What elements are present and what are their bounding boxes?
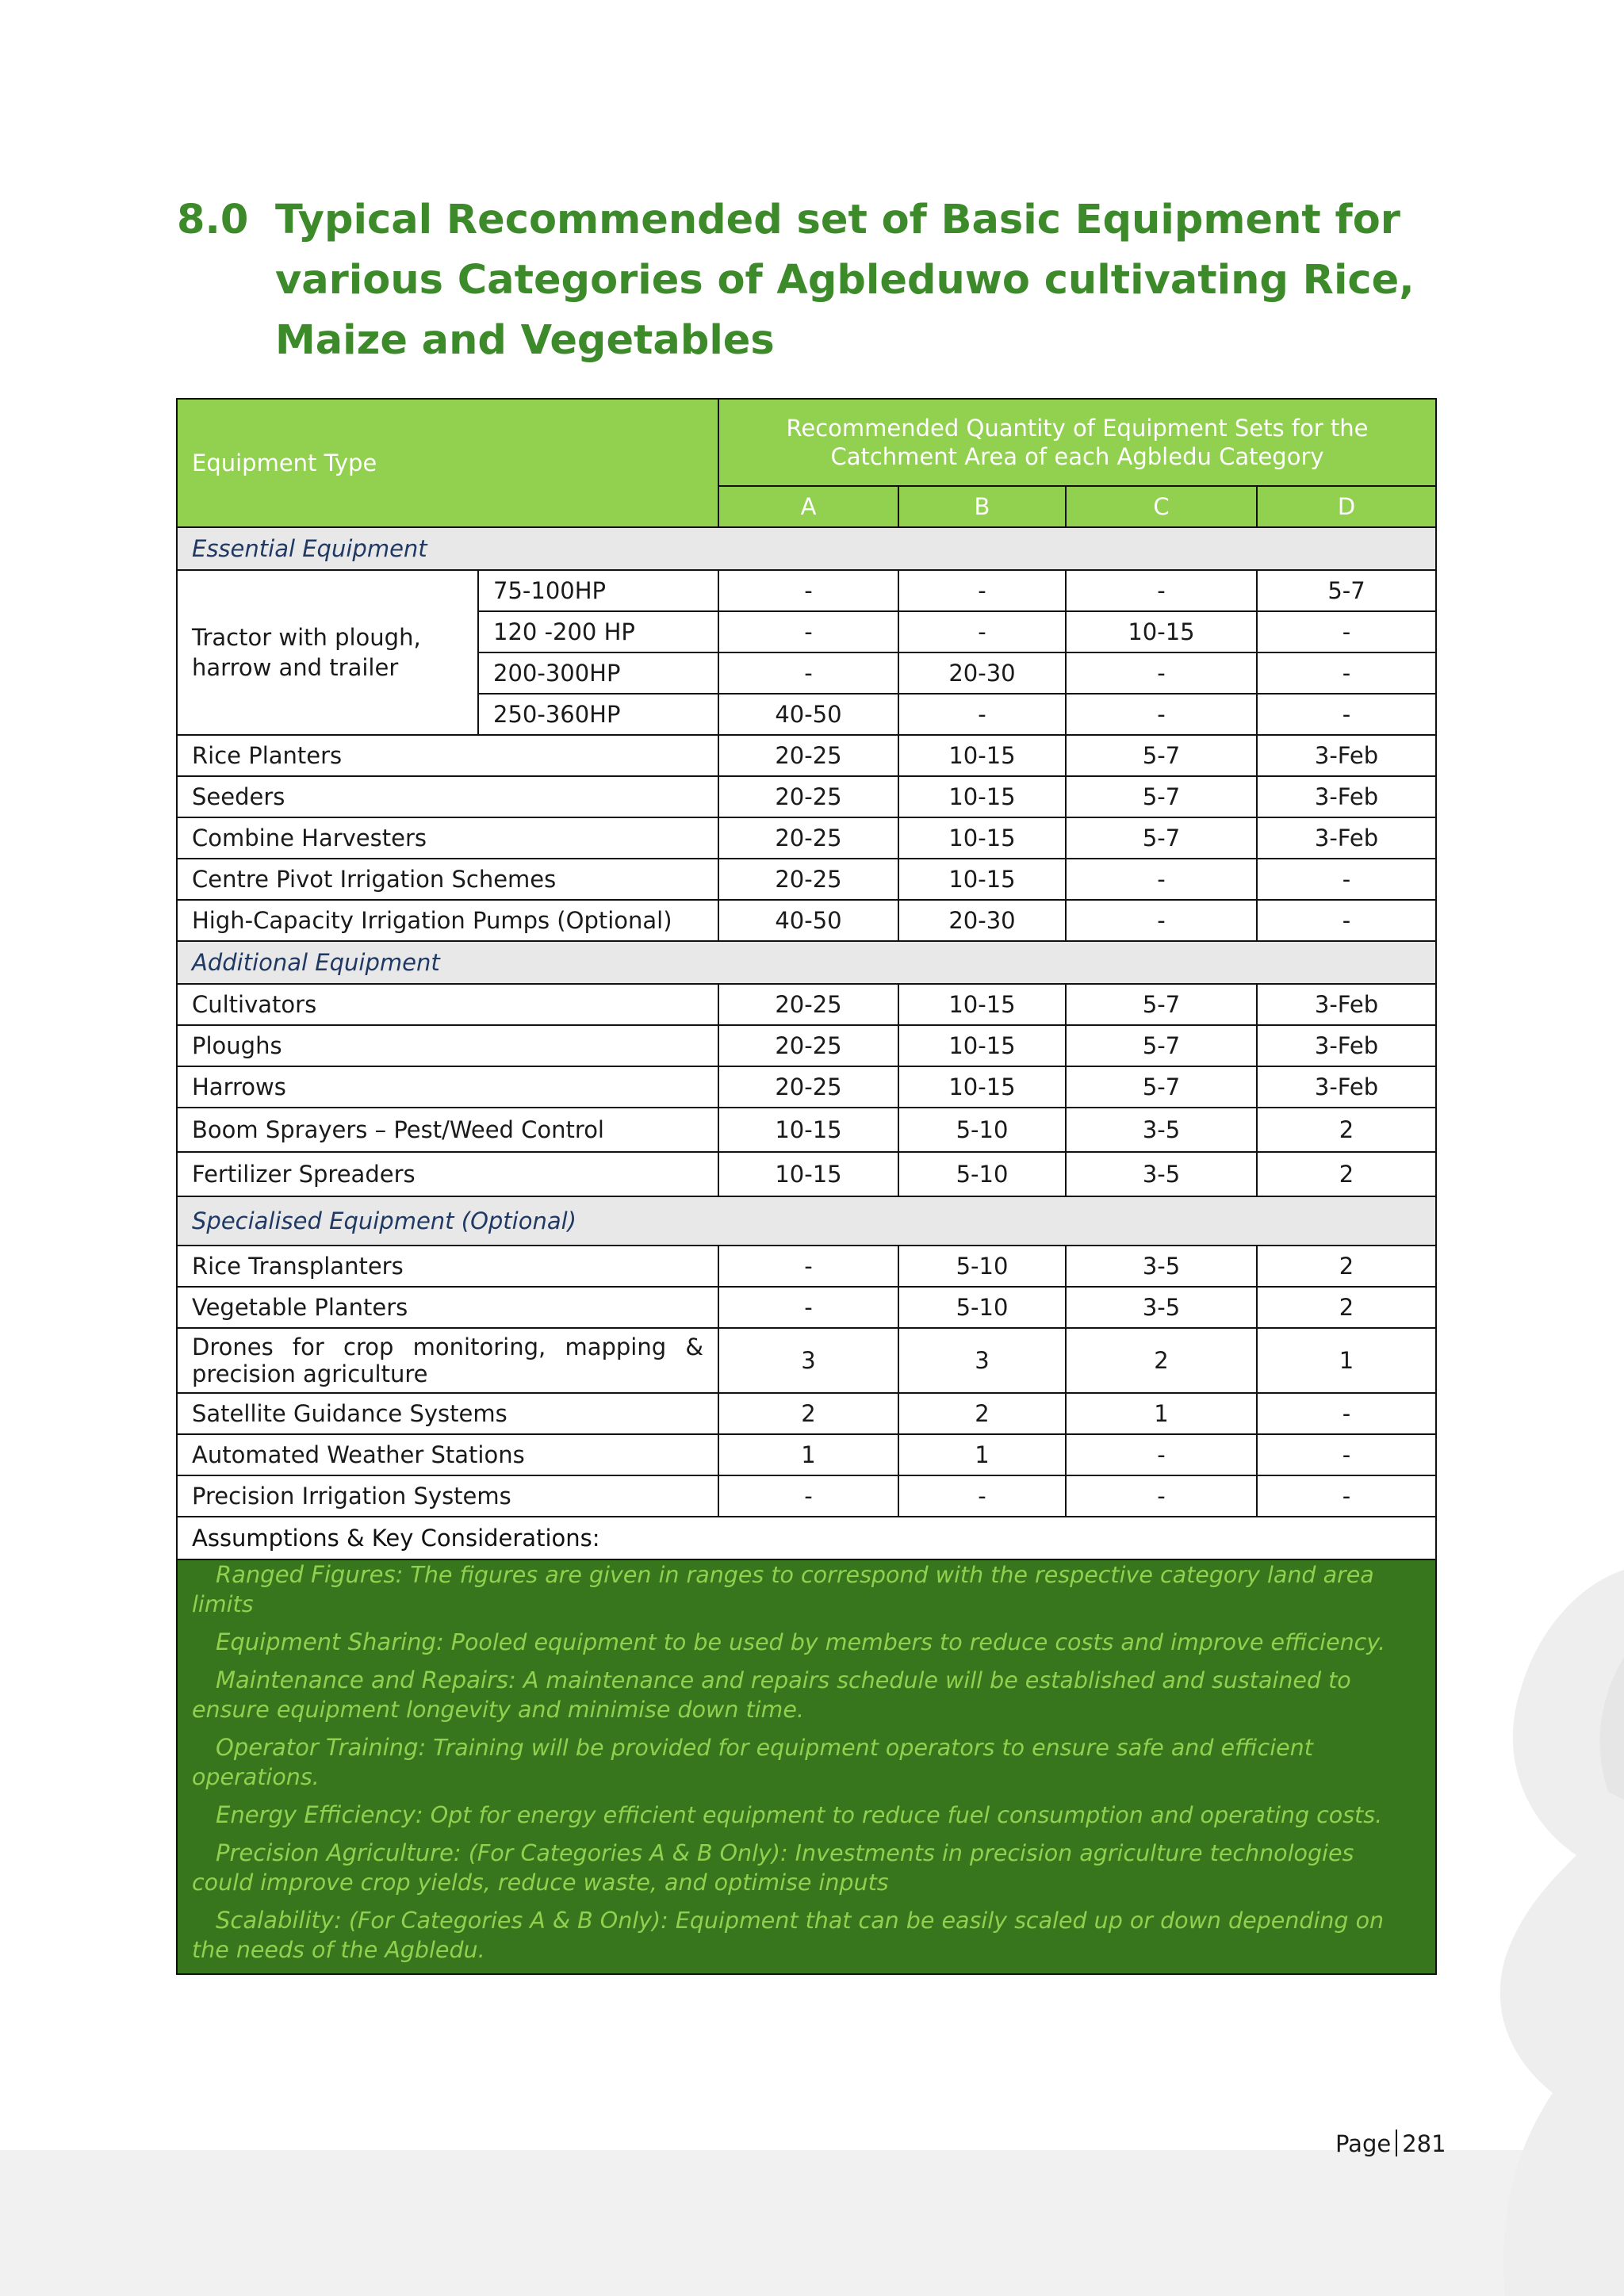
- assumptions-body: [177, 1559, 1436, 1974]
- tractor-hp: 75-100HP: [478, 570, 718, 611]
- assumption-text: A maintenance and repairs schedule will be established and sustained to ensure equipment longevity and minimise down time.: [192, 1667, 1351, 1723]
- section-heading: [177, 190, 1477, 371]
- header-equipment-type: Equipment Type: [177, 399, 718, 527]
- cell-a: 20-25: [718, 776, 898, 817]
- cell-b: 10-15: [898, 1066, 1066, 1108]
- section-title: Additional Equipment: [177, 941, 1436, 984]
- assumption-label: Scalability:: [216, 1907, 342, 1934]
- cell-d: 5-7: [1257, 570, 1436, 611]
- cell-a: -: [718, 1246, 898, 1287]
- cell-a: 20-25: [718, 984, 898, 1025]
- cell-d: 3-Feb: [1257, 1025, 1436, 1066]
- cell-a: -: [718, 1287, 898, 1328]
- assumption-item: [192, 1800, 1421, 1830]
- cell-a: -: [718, 611, 898, 652]
- section-title: Essential Equipment: [177, 527, 1436, 570]
- assumption-item: [192, 1560, 1421, 1619]
- cell-a: -: [718, 1475, 898, 1517]
- page-number: 281: [1402, 2130, 1446, 2157]
- cell-c: 3-5: [1066, 1246, 1257, 1287]
- header-recommended-quantity: Recommended Quantity of Equipment Sets for the Catchment Area of each Agbledu Category: [718, 399, 1436, 486]
- cell-a: -: [718, 570, 898, 611]
- cell-c: 5-7: [1066, 776, 1257, 817]
- tractor-hp: 120 -200 HP: [478, 611, 718, 652]
- cell-b: 5-10: [898, 1287, 1066, 1328]
- cell-d: 3-Feb: [1257, 984, 1436, 1025]
- assumption-text: (For Categories A & B Only): Equipment that can be easily scaled up or down depending on the needs of the Agbledu.: [192, 1908, 1385, 1963]
- cell-d: -: [1257, 652, 1436, 694]
- cell-c: 2: [1066, 1328, 1257, 1393]
- table-row: [177, 570, 1436, 611]
- table-row: [177, 1475, 1436, 1517]
- cell-d: -: [1257, 859, 1436, 900]
- equipment-name: Precision Irrigation Systems: [177, 1475, 718, 1517]
- cell-b: 5-10: [898, 1108, 1066, 1152]
- cell-d: -: [1257, 611, 1436, 652]
- cell-d: -: [1257, 900, 1436, 941]
- cell-c: 3-5: [1066, 1108, 1257, 1152]
- cell-b: -: [898, 1475, 1066, 1517]
- cell-a: 40-50: [718, 694, 898, 735]
- cell-b: 5-10: [898, 1246, 1066, 1287]
- cell-a: 2: [718, 1393, 898, 1434]
- cell-a: -: [718, 652, 898, 694]
- heading-title: Typical Recommended set of Basic Equipment for various Categories of Agbleduwo cultivating Rice, Maize and Vegetables: [275, 197, 1415, 364]
- assumption-item: [192, 1906, 1421, 1965]
- table-row: [177, 817, 1436, 859]
- cell-b: -: [898, 570, 1066, 611]
- page-separator: [1396, 2130, 1397, 2156]
- table-row: [177, 1066, 1436, 1108]
- cell-c: 5-7: [1066, 984, 1257, 1025]
- cell-b: 10-15: [898, 735, 1066, 776]
- cell-a: 20-25: [718, 735, 898, 776]
- cell-c: -: [1066, 859, 1257, 900]
- cell-b: -: [898, 611, 1066, 652]
- cell-d: -: [1257, 1434, 1436, 1475]
- assumption-label: Precision Agriculture:: [216, 1839, 462, 1866]
- table-row: [177, 859, 1436, 900]
- cell-c: 1: [1066, 1393, 1257, 1434]
- table-row: [177, 1152, 1436, 1196]
- assumptions-title-row: [177, 1517, 1436, 1559]
- header-category-a: A: [718, 486, 898, 527]
- tractor-hp: 200-300HP: [478, 652, 718, 694]
- page-footer: [1335, 2130, 1446, 2157]
- equipment-name: Seeders: [177, 776, 718, 817]
- cell-d: 2: [1257, 1108, 1436, 1152]
- header-category-d: D: [1257, 486, 1436, 527]
- assumptions-title: Assumptions & Key Considerations:: [177, 1517, 1436, 1559]
- table-row: [177, 1328, 1436, 1393]
- cell-c: -: [1066, 900, 1257, 941]
- equipment-name: Ploughs: [177, 1025, 718, 1066]
- cell-c: -: [1066, 1475, 1257, 1517]
- cell-b: 5-10: [898, 1152, 1066, 1196]
- table-row: [177, 1108, 1436, 1152]
- assumption-item: [192, 1733, 1421, 1792]
- cell-d: 3-Feb: [1257, 817, 1436, 859]
- assumption-text: (For Categories A & B Only): Investments in precision agriculture technologies could improve crop yields, reduce waste, and optimise inputs: [192, 1840, 1354, 1896]
- cell-a: 20-25: [718, 859, 898, 900]
- cell-c: 3-5: [1066, 1152, 1257, 1196]
- cell-d: -: [1257, 1393, 1436, 1434]
- cell-d: 3-Feb: [1257, 735, 1436, 776]
- equipment-name: Rice Transplanters: [177, 1246, 718, 1287]
- section-title: Specialised Equipment (Optional): [177, 1196, 1436, 1246]
- equipment-table: [176, 398, 1437, 1975]
- cell-a: 40-50: [718, 900, 898, 941]
- cell-d: -: [1257, 694, 1436, 735]
- heading-number: 8.0: [177, 197, 249, 243]
- table-row: [177, 1025, 1436, 1066]
- section-row-essential: [177, 527, 1436, 570]
- page-label: Page: [1335, 2130, 1392, 2157]
- cell-d: 2: [1257, 1287, 1436, 1328]
- table-row: [177, 984, 1436, 1025]
- table-row: [177, 1246, 1436, 1287]
- assumption-text: Pooled equipment to be used by members to reduce costs and improve efficiency.: [450, 1629, 1386, 1655]
- cell-a: 20-25: [718, 1025, 898, 1066]
- assumption-item: [192, 1666, 1421, 1724]
- cell-a: 1: [718, 1434, 898, 1475]
- cell-d: -: [1257, 1475, 1436, 1517]
- assumption-label: Maintenance and Repairs:: [216, 1667, 516, 1693]
- cell-c: -: [1066, 1434, 1257, 1475]
- cell-d: 2: [1257, 1246, 1436, 1287]
- equipment-name: Rice Planters: [177, 735, 718, 776]
- cell-a: 10-15: [718, 1152, 898, 1196]
- assumption-item: [192, 1628, 1421, 1657]
- cell-c: -: [1066, 652, 1257, 694]
- cell-b: 10-15: [898, 776, 1066, 817]
- cell-a: 10-15: [718, 1108, 898, 1152]
- equipment-name: Harrows: [177, 1066, 718, 1108]
- equipment-name: High-Capacity Irrigation Pumps (Optional): [177, 900, 718, 941]
- cell-c: 3-5: [1066, 1287, 1257, 1328]
- assumption-label: Ranged Figures:: [216, 1561, 404, 1588]
- equipment-name: Cultivators: [177, 984, 718, 1025]
- cell-b: 10-15: [898, 984, 1066, 1025]
- cell-b: 20-30: [898, 900, 1066, 941]
- cell-b: 3: [898, 1328, 1066, 1393]
- table-header-row: [177, 399, 1436, 486]
- equipment-name: Boom Sprayers – Pest/Weed Control: [177, 1108, 718, 1152]
- cell-d: 3-Feb: [1257, 776, 1436, 817]
- cell-c: 5-7: [1066, 1066, 1257, 1108]
- section-row-specialised: [177, 1196, 1436, 1246]
- cell-d: 3-Feb: [1257, 1066, 1436, 1108]
- cell-c: 5-7: [1066, 817, 1257, 859]
- assumption-text: The figures are given in ranges to correspond with the respective category land area limits: [192, 1562, 1374, 1617]
- cell-d: 2: [1257, 1152, 1436, 1196]
- cell-c: 10-15: [1066, 611, 1257, 652]
- cell-b: 2: [898, 1393, 1066, 1434]
- cell-b: -: [898, 694, 1066, 735]
- assumption-item: [192, 1839, 1421, 1897]
- table-row: [177, 1393, 1436, 1434]
- assumption-label: Equipment Sharing:: [216, 1628, 444, 1655]
- table-row: [177, 776, 1436, 817]
- assumption-label: Operator Training:: [216, 1734, 427, 1761]
- table-row: [177, 1434, 1436, 1475]
- table-row: [177, 735, 1436, 776]
- equipment-name: Fertilizer Spreaders: [177, 1152, 718, 1196]
- cell-b: 20-30: [898, 652, 1066, 694]
- header-category-c: C: [1066, 486, 1257, 527]
- cell-b: 1: [898, 1434, 1066, 1475]
- cell-a: 20-25: [718, 1066, 898, 1108]
- cell-a: 3: [718, 1328, 898, 1393]
- cell-b: 10-15: [898, 1025, 1066, 1066]
- assumptions-body-row: [177, 1559, 1436, 1974]
- equipment-name: Vegetable Planters: [177, 1287, 718, 1328]
- cell-c: 5-7: [1066, 735, 1257, 776]
- table-row: [177, 1287, 1436, 1328]
- equipment-name: Automated Weather Stations: [177, 1434, 718, 1475]
- equipment-name: Centre Pivot Irrigation Schemes: [177, 859, 718, 900]
- equipment-name: Satellite Guidance Systems: [177, 1393, 718, 1434]
- tractor-label: Tractor with plough, harrow and trailer: [177, 570, 478, 735]
- equipment-name: Combine Harvesters: [177, 817, 718, 859]
- equipment-name: Drones for crop monitoring, mapping & precision agriculture: [177, 1328, 718, 1393]
- cell-a: 20-25: [718, 817, 898, 859]
- header-category-b: B: [898, 486, 1066, 527]
- assumption-label: Energy Efficiency:: [216, 1801, 423, 1828]
- cell-b: 10-15: [898, 859, 1066, 900]
- cell-d: 1: [1257, 1328, 1436, 1393]
- assumption-text: Training will be provided for equipment operators to ensure safe and efficient operations.: [192, 1735, 1313, 1790]
- cell-b: 10-15: [898, 817, 1066, 859]
- section-row-additional: [177, 941, 1436, 984]
- assumption-text: Opt for energy efficient equipment to reduce fuel consumption and operating costs.: [430, 1802, 1383, 1828]
- tractor-hp: 250-360HP: [478, 694, 718, 735]
- cell-c: -: [1066, 570, 1257, 611]
- cell-c: -: [1066, 694, 1257, 735]
- cell-c: 5-7: [1066, 1025, 1257, 1066]
- table-row: [177, 900, 1436, 941]
